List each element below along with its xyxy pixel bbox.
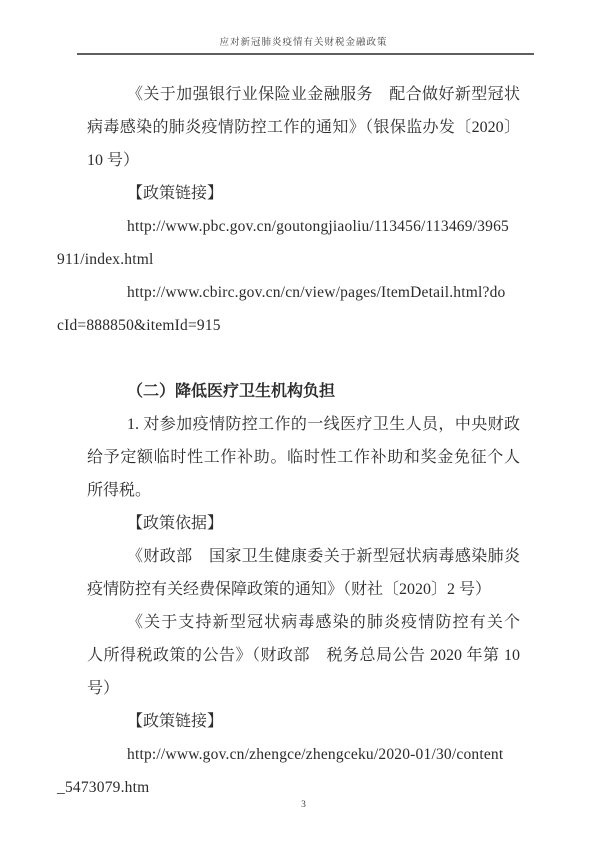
text-line: 《关于支持新型冠状病毒感染的肺炎疫情防控有关个 [127, 614, 520, 631]
policy-document-title [87, 78, 520, 177]
text-line: 人所得税政策的公告》（财政部 税务总局公告 2020 年第 10 [87, 647, 520, 664]
policy-document-title [87, 540, 520, 606]
text-line: 给予定额临时性工作补助。临时性工作补助和奖金免征个人 [87, 449, 520, 466]
url-text-line: http://www.cbirc.gov.cn/cn/view/pages/ItemDetail.html?do [127, 284, 506, 301]
page-number: 3 [301, 800, 306, 810]
policy-link-url [57, 276, 520, 342]
text-line: 病毒感染的肺炎疫情防控工作的通知》（银保监办发〔2020〕 [87, 119, 520, 136]
text-line: 疫情防控有关经费保障政策的通知》（财社〔2020〕2 号） [87, 581, 492, 598]
section-heading [87, 375, 520, 408]
header-title: 应对新冠肺炎疫情有关财税金融政策 [219, 38, 388, 48]
url-text-line: http://www.gov.cn/zhengce/zhengceku/2020-01/30/content [127, 746, 504, 763]
url-text-line: http://www.pbc.gov.cn/goutongjiaoliu/113456/113469/3965 [127, 218, 509, 235]
body-paragraph [87, 408, 520, 507]
header-rule [77, 53, 534, 55]
url-text-line: 911/index.html [57, 251, 154, 268]
url-text-line: cId=888850&itemId=915 [57, 317, 221, 334]
policy-document-title [87, 606, 520, 705]
text-line: 【政策依据】 [127, 515, 224, 532]
policy-link-label [87, 705, 520, 738]
text-line: 所得税。 [87, 482, 152, 499]
text-line: 【政策链接】 [127, 185, 224, 202]
policy-link-url [57, 210, 520, 276]
text-line: 【政策链接】 [127, 713, 224, 730]
document-body [0, 78, 607, 804]
text-line: 号） [87, 680, 120, 697]
policy-link-url [57, 738, 520, 804]
text-line: （二）降低医疗卫生机构负担 [127, 383, 336, 400]
text-line: 10 号） [87, 152, 140, 169]
text-line: 1. 对参加疫情防控工作的一线医疗卫生人员，中央财政 [127, 416, 520, 433]
policy-link-label [87, 177, 520, 210]
url-text-line: _5473079.htm [57, 779, 150, 796]
blank-line [57, 342, 520, 375]
text-line: 《关于加强银行业保险业金融服务 配合做好新型冠状 [127, 86, 520, 103]
text-line: 《财政部 国家卫生健康委关于新型冠状病毒感染肺炎 [127, 548, 520, 565]
policy-basis-label [87, 507, 520, 540]
